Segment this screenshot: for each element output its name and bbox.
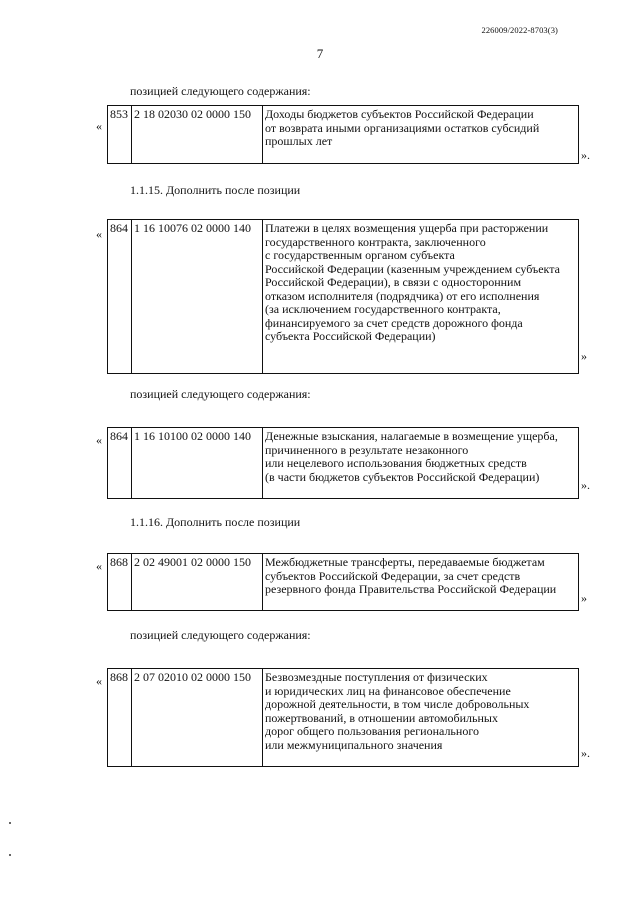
table-row <box>108 669 579 767</box>
document-number: 226009/2022-8703(3) <box>481 25 558 35</box>
admin-code-cell: 868 <box>108 669 132 767</box>
admin-code-cell: 864 <box>108 220 132 374</box>
code-table <box>107 427 579 499</box>
scan-mark <box>9 854 11 856</box>
paragraph-text: позицией следующего содержания: <box>130 628 311 642</box>
table-row <box>108 220 579 374</box>
close-quote: ». <box>581 478 590 492</box>
open-quote: « <box>96 433 102 447</box>
code-table <box>107 553 579 611</box>
open-quote: « <box>96 227 102 241</box>
description-cell: Платежи в целях возмещения ущерба при расторжении государственного контракта, заключенного с государственным органом субъекта Российской Федерации (казенным учреждением субъекта Российской Федерации), в связи с односторонним отказом исполнителя (подрядчика) от его исполнения (за исключением государственного контракта, финансируемого за счет средств дорожного фонда субъекта Российской Федерации) <box>263 220 579 374</box>
scan-mark <box>9 822 11 824</box>
page-number: 7 <box>316 46 324 61</box>
paragraph-text: 1.1.15. Дополнить после позиции <box>130 183 301 197</box>
description-cell: Межбюджетные трансферты, передаваемые бюджетам субъектов Российской Федерации, за счет средств резервного фонда Правительства Российской Федерации <box>263 554 579 611</box>
admin-code-cell: 868 <box>108 554 132 611</box>
close-quote: ». <box>581 746 590 760</box>
description-cell: Безвозмездные поступления от физических и юридических лиц на финансовое обеспечение дорожной деятельности, в том числе добровольных пожертвований, в отношении автомобильных дорог общего пользования регионального или межмуниципального значения <box>263 669 579 767</box>
admin-code-cell: 864 <box>108 428 132 499</box>
table-row <box>108 554 579 611</box>
description-cell: Доходы бюджетов субъектов Российской Федерации от возврата иными организациями остатков субсидий прошлых лет <box>263 106 579 164</box>
budget-code-cell: 2 07 02010 02 0000 150 <box>132 669 263 767</box>
code-table <box>107 668 579 767</box>
budget-code-cell: 2 02 49001 02 0000 150 <box>132 554 263 611</box>
open-quote: « <box>96 559 102 573</box>
description-cell: Денежные взыскания, налагаемые в возмещение ущерба, причиненного в результате незаконного или нецелевого использования бюджетных средств (в части бюджетов субъектов Российской Федерации) <box>263 428 579 499</box>
paragraph-text: 1.1.16. Дополнить после позиции <box>130 515 301 529</box>
open-quote: « <box>96 674 102 688</box>
budget-code-cell: 1 16 10100 02 0000 140 <box>132 428 263 499</box>
paragraph-text: позицией следующего содержания: <box>130 84 311 98</box>
admin-code-cell: 853 <box>108 106 132 164</box>
close-quote: ». <box>581 148 590 162</box>
close-quote: » <box>581 349 587 363</box>
code-table <box>107 219 579 374</box>
paragraph-text: позицией следующего содержания: <box>130 387 311 401</box>
table-row <box>108 428 579 499</box>
open-quote: « <box>96 119 102 133</box>
budget-code-cell: 1 16 10076 02 0000 140 <box>132 220 263 374</box>
budget-code-cell: 2 18 02030 02 0000 150 <box>132 106 263 164</box>
code-table <box>107 105 579 164</box>
table-row <box>108 106 579 164</box>
close-quote: » <box>581 591 587 605</box>
